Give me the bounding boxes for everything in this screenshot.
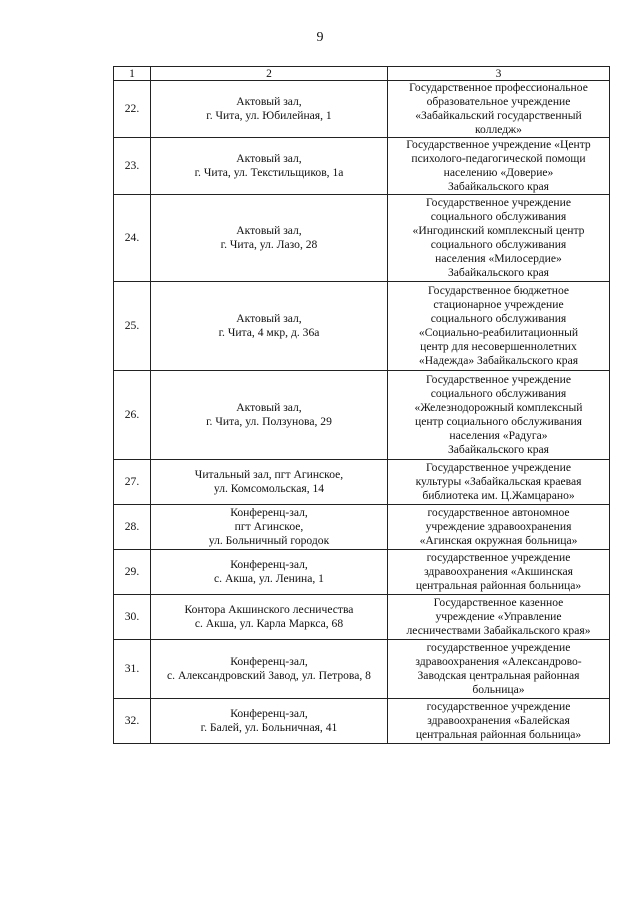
venue-cell [151, 505, 388, 550]
organization-cell [388, 595, 610, 640]
venue-text: Конференц-зал, пгт Агинское, ул. Больничный городок [208, 506, 330, 547]
venue-text: Актовый зал, г. Чита, 4 мкр, д. 36а [218, 312, 320, 339]
venue-text: Конференц-зал, с. Акша, ул. Ленина, 1 [214, 558, 324, 585]
header-col-2: 2 [151, 67, 388, 81]
table-row [114, 640, 610, 699]
organization-cell [388, 81, 610, 138]
table-row [114, 699, 610, 744]
venue-cell [151, 550, 388, 595]
table-row [114, 195, 610, 282]
table-header-row [114, 67, 610, 81]
organization-cell [388, 371, 610, 460]
organization-cell [388, 640, 610, 699]
venues-table [113, 66, 610, 744]
venue-text: Актовый зал, г. Чита, ул. Юбилейная, 1 [206, 95, 332, 122]
venue-cell [151, 371, 388, 460]
venue-text: Актовый зал, г. Чита, ул. Лазо, 28 [220, 224, 318, 251]
row-number: 27. [114, 460, 151, 505]
row-number: 31. [114, 640, 151, 699]
venue-text: Конференц-зал, с. Александровский Завод, ул. Петрова, 8 [167, 655, 371, 682]
organization-text: Государственное учреждение «Центр психолого-педагогической помощи населению «Доверие» Забайкальского края [406, 138, 591, 193]
table-row [114, 81, 610, 138]
organization-text: государственное учреждение здравоохранения «Балейская центральная районная больница» [415, 700, 582, 741]
row-number: 29. [114, 550, 151, 595]
table-row [114, 505, 610, 550]
organization-cell [388, 505, 610, 550]
organization-text: государственное учреждение здравоохранения «Акшинская центральная районная больница» [415, 551, 582, 592]
organization-cell [388, 460, 610, 505]
organization-cell [388, 282, 610, 371]
header-col-1: 1 [114, 67, 151, 81]
organization-cell [388, 550, 610, 595]
organization-text: государственное автономное учреждение здравоохранения «Агинская окружная больница» [419, 506, 578, 547]
table-row [114, 282, 610, 371]
row-number: 26. [114, 371, 151, 460]
organization-text: Государственное учреждение социального обслуживания «Ингодинский комплексный центр социального обслуживания населения «Милосердие» Забайкальского края [412, 196, 585, 279]
table-row [114, 595, 610, 640]
venue-cell [151, 81, 388, 138]
row-number: 25. [114, 282, 151, 371]
venue-text: Актовый зал, г. Чита, ул. Ползунова, 29 [206, 401, 332, 428]
organization-cell [388, 138, 610, 195]
table-row [114, 138, 610, 195]
table-row [114, 550, 610, 595]
venue-cell [151, 282, 388, 371]
venue-text: Конференц-зал, г. Балей, ул. Больничная, 41 [200, 707, 338, 734]
venue-cell [151, 595, 388, 640]
organization-cell [388, 195, 610, 282]
table-row [114, 460, 610, 505]
row-number: 23. [114, 138, 151, 195]
venue-cell [151, 699, 388, 744]
organization-text: Государственное профессиональное образовательное учреждение «Забайкальский государственный колледж» [409, 81, 588, 136]
row-number: 24. [114, 195, 151, 282]
venue-cell [151, 195, 388, 282]
header-col-3: 3 [388, 67, 610, 81]
table-row [114, 371, 610, 460]
page-number: 9 [316, 30, 324, 45]
venue-text: Актовый зал, г. Чита, ул. Текстильщиков, 1а [194, 152, 344, 179]
venue-cell [151, 640, 388, 699]
organization-text: Государственное казенное учреждение «Управление лесничествами Забайкальского края» [406, 596, 591, 637]
venue-text: Контора Акшинского лесничества с. Акша, ул. Карла Маркса, 68 [184, 603, 354, 630]
row-number: 22. [114, 81, 151, 138]
organization-cell [388, 699, 610, 744]
organization-text: Государственное учреждение культуры «Забайкальская краевая библиотека им. Ц.Жамцарано» [415, 461, 582, 502]
organization-text: Государственное бюджетное стационарное учреждение социального обслуживания «Социально-реабилитационный центр для несовершеннолетних «Надежда» Забайкальского края [418, 284, 579, 367]
row-number: 30. [114, 595, 151, 640]
organization-text: Государственное учреждение социального обслуживания «Железнодорожный комплексный центр социального обслуживания населения «Радуга» Забайкальского края [414, 373, 583, 456]
row-number: 28. [114, 505, 151, 550]
venue-cell [151, 460, 388, 505]
organization-text: государственное учреждение здравоохранения «Александрово- Заводская центральная районная больница» [415, 641, 582, 696]
venue-text: Читальный зал, пгт Агинское, ул. Комсомольская, 14 [194, 468, 344, 495]
row-number: 32. [114, 699, 151, 744]
venue-cell [151, 138, 388, 195]
